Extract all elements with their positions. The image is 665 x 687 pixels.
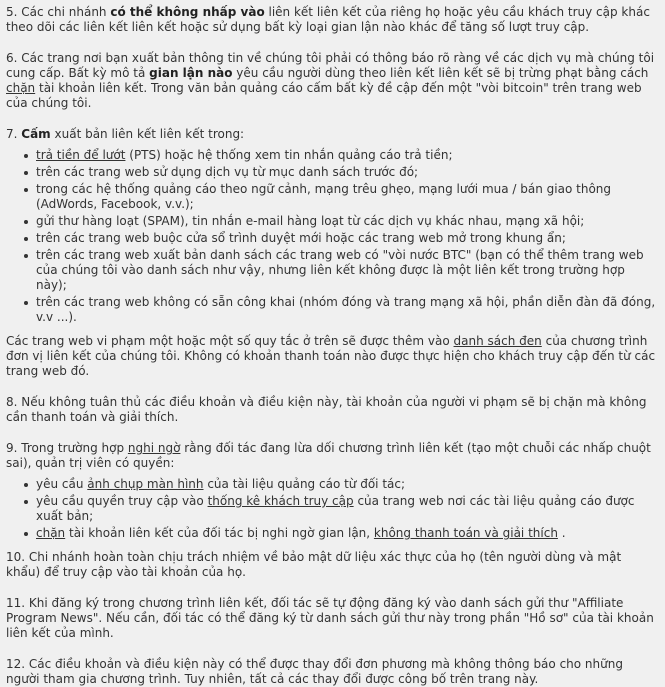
terms-document (0, 5, 665, 687)
emphasis: Cấm (21, 127, 51, 141)
list-item: trên các trang web không có sẵn công khai (nhóm đóng và trang mạng xã hội, phần diễn đàn đã đóng, v.v ...). (36, 295, 656, 324)
underlined-term: thống kê khách truy cập (207, 494, 354, 508)
clause-9: 9. Trong trường hợp nghi ngờ rằng đối tác đang lừa dối chương trình liên kết (tạo một chuỗi các nhấp chuột sai), quản trị viên có quyền: (6, 441, 651, 470)
clause-5: 5. Các chi nhánh có thể không nhấp vào liên kết liên kết của riêng họ hoặc yêu cầu khách truy cập khác theo dõi các liên kết liên kết hoặc sử dụng bất kỳ loại gian lận nào khác để tăng số lượt truy cập. (6, 5, 650, 34)
list-item: trên các trang web xuất bản danh sách các trang web có "vòi nước BTC" (bạn có thể thêm trang web của chúng tôi vào danh sách như vậy, nhưng liên kết không được là một liên kết trong trường hợp này); (36, 248, 657, 293)
emphasis: có thể không nhấp vào (110, 5, 265, 19)
list-item: trên các trang web buộc cửa sổ trình duyệt mới hoặc các trang web mở trong khung ẩn; (36, 231, 657, 246)
clause-7: 7. Cấm xuất bản liên kết liên kết trong: (6, 127, 245, 141)
list-item: gửi thư hàng loạt (SPAM), tin nhắn e-mail hàng loạt từ các dịch vụ khác nhau, mạng xã hội; (36, 214, 657, 229)
underlined-term: trả tiền để lướt (36, 148, 126, 162)
underlined-term: danh sách đen (453, 334, 542, 348)
emphasis: gian lận nào (149, 66, 233, 80)
clause-6: 6. Các trang nơi bạn xuất bản thông tin về chúng tôi phải có thông báo rõ ràng về các dịch vụ mà chúng tôi cung cấp. Bất kỳ mô tả gian lận nào yêu cầu người dùng theo liên kết liên kết sẽ bị trừng phạt bằng cách chặn tài khoản liên kết. Trong văn bản quảng cáo cấm bất kỳ đề cập đến một "vòi bitcoin" trên trang web của chúng tôi. (6, 51, 655, 110)
list-item: trong các hệ thống quảng cáo theo ngữ cảnh, mạng trêu ghẹo, mạng lưới mua / bán giao thông (AdWords, Facebook, v.v.); (36, 182, 657, 212)
list-item: yêu cầu ảnh chụp màn hình của tài liệu quảng cáo từ đối tác; (36, 477, 657, 492)
list-item: trả tiền để lướt (PTS) hoặc hệ thống xem tin nhắn quảng cáo trả tiền; (36, 148, 657, 163)
clause-10: 10. Chi nhánh hoàn toàn chịu trách nhiệm về bảo mật dữ liệu xác thực của họ (tên người dùng và mật khẩu) để truy cập vào tài khoản của họ. (6, 550, 622, 579)
prohibited-list (6, 148, 657, 325)
list-item: chặn tài khoản liên kết của đối tác bị nghi ngờ gian lận, không thanh toán và giải thích . (36, 526, 657, 541)
underlined-term: chặn (36, 526, 66, 540)
clause-8: 8. Nếu không tuân thủ các điều khoản và điều kiện này, tài khoản của người vi phạm sẽ bị chặn mà không cần thanh toán và giải thích. (6, 395, 647, 424)
clause-11: 11. Khi đăng ký trong chương trình liên kết, đối tác sẽ tự động đăng ký vào danh sách gửi thư "Affiliate Program News". Nếu cần, đối tác có thể đăng ký từ danh sách gửi thư này trong phần "Hồ sơ" của tài khoản liên kết của mình. (6, 596, 654, 640)
list-item: yêu cầu quyền truy cập vào thống kê khách truy cập của trang web nơi các tài liệu quảng cáo được xuất bản; (36, 494, 657, 524)
underlined-term: không thanh toán và giải thích (373, 526, 558, 540)
underlined-term: nghi ngờ (127, 441, 181, 455)
underlined-term: chặn (6, 81, 36, 95)
list-item: trên các trang web sử dụng dịch vụ từ mục danh sách trước đó; (36, 165, 657, 180)
clause-12: 12. Các điều khoản và điều kiện này có thể được thay đổi đơn phương mà không thông báo cho những người tham gia chương trình. Tuy nhiên, tất cả các thay đổi được công bố trên trang này. (6, 657, 623, 686)
clause-7-note: Các trang web vi phạm một hoặc một số quy tắc ở trên sẽ được thêm vào danh sách đen của chương trình đơn vị liên kết của chúng tôi. Không có khoản thanh toán nào được thực hiện cho khách truy cập đến từ các trang web đó. (6, 334, 656, 378)
underlined-term: ảnh chụp màn hình (87, 477, 204, 491)
admin-rights-list (6, 477, 657, 541)
